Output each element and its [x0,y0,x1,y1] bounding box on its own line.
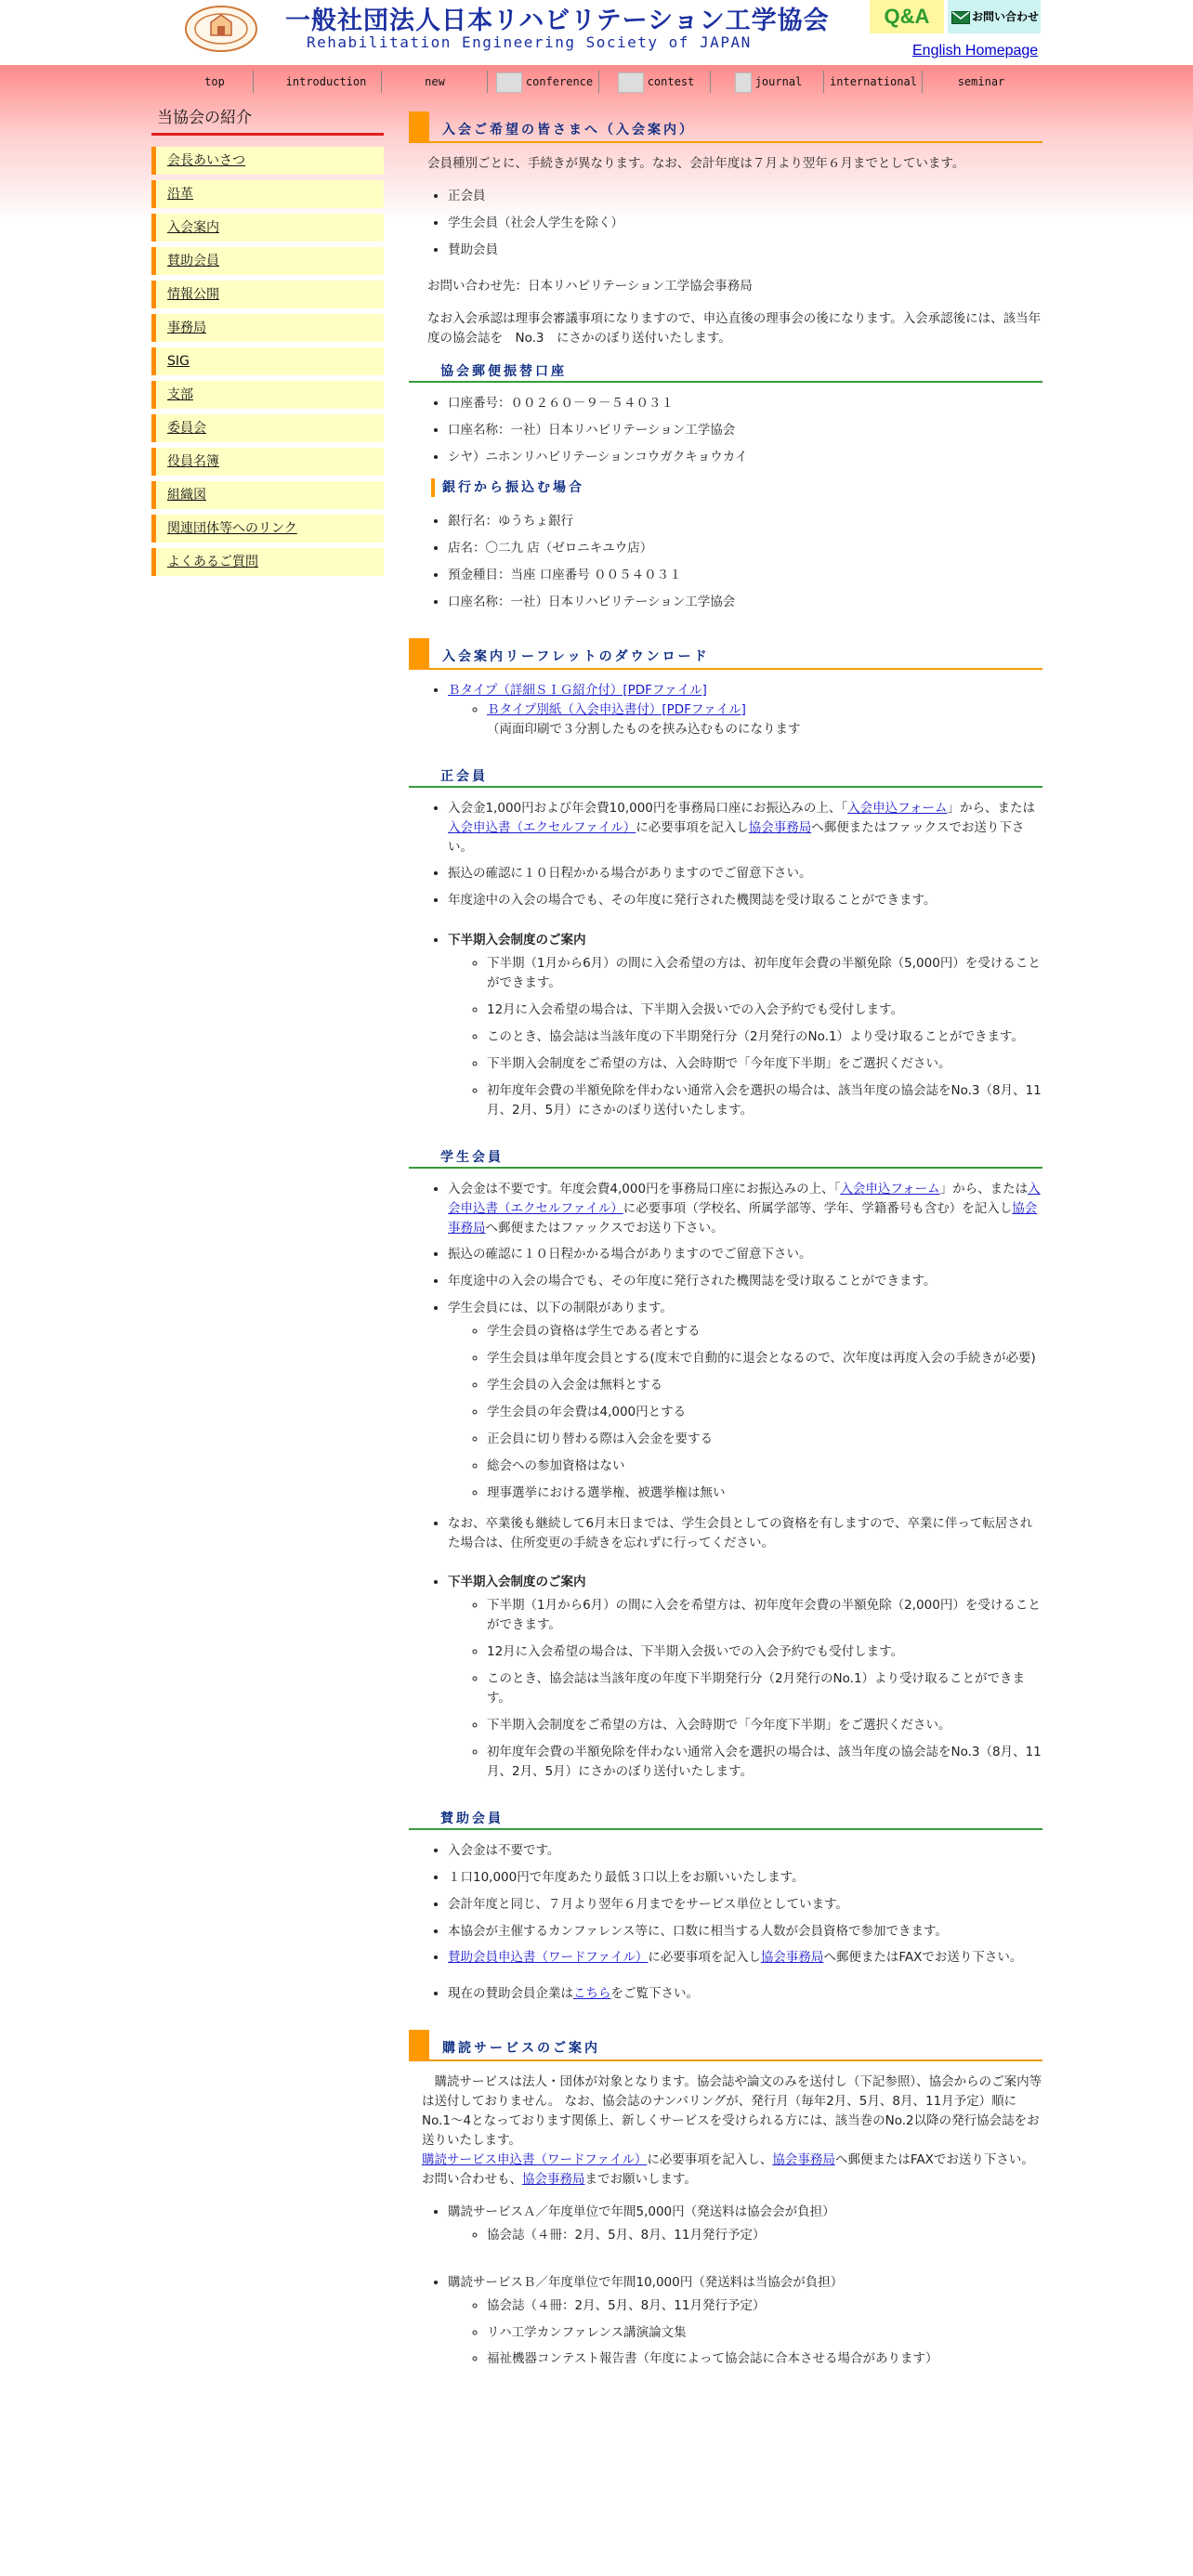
sidebar [151,104,384,582]
sidebar-item-sig[interactable]: SIG [151,347,384,375]
nav-new[interactable]: new [383,71,488,93]
leaflet-b-type-link[interactable]: Ｂタイプ（詳細ＳＩＧ紹介付）[PDFファイル] [448,682,707,698]
supporting-companies-link[interactable]: こちら [573,1986,611,2002]
list-item: ◦ 協会誌（４冊：2月、5月、8月、11月発行予定） [487,2226,1042,2245]
list-item: ◦ 学生会員の入会金は無料とする [487,1376,1042,1395]
subscription-intro: 購読サービスは法人・団体が対象となります。協会誌や論文のみを送付し（下記参照）、協会からのご案内等は送付しておりません。 なお、協会誌のナンバリングが、発行月（毎年2月、5月、8月、11月予定）順にNo.1～4となっております関係上、新しくサービスを受けられる方には、該当巻のNo.2以降の発行協会誌をお送りいたします。 [422,2074,1042,2149]
list-item: • 口座名称：一社）日本リハビリテーション工学協会 [448,421,1042,440]
list-item [448,681,1042,739]
membership-intro: 会員種別ごとに、手続きが異なります。なお、会計年度は７月より翌年６月までとしています。 [427,156,965,171]
list-item: • 振込の確認に１０日程かかる場合がありますのでご留意下さい。 [448,864,1042,883]
nav-introduction[interactable]: introduction [271,71,382,93]
member-type-list [409,187,1042,260]
bank-account-list [409,512,1042,612]
list-item: • 学生会員には、以下の制限があります。 ◦ 学生会員の資格は学生である者とする ◦ 学生会員は単年度会員とする(度末で自動的に退会となるので、次年度は再度入会の手続きが必要) ◦ 学生会員の入会金は無料とする ◦ 学生会員の年会費は4,000円とする ◦ 正会員に切り替わる際は入会金を要する ◦ 総会への参加資格はない ◦ 理事選挙における選挙権、被選挙権は無い [448,1299,1042,1502]
section-title: 入会案内リーフレットのダウンロード [442,648,710,664]
top-navigation [0,65,1193,93]
student-half-year-list [409,1573,1042,1781]
list-item: • 賛助会員 [448,241,1042,260]
supporting-companies-list [409,1984,1042,2004]
list-item [448,1573,1042,1781]
sidebar-item-faq[interactable]: よくあるご質問 [151,548,384,576]
regular-member-list [409,799,1042,911]
office-link[interactable]: 協会事務局 [772,2152,835,2167]
conference-thumbnail-icon [496,72,522,93]
half-year-heading: 下半期入会制度のご案内 [448,1575,586,1590]
bank-transfer-heading: 銀行から振込む場合 [431,478,1042,497]
list-item: • 口座番号：００２６０－９－５４０３１ [448,394,1042,413]
sidebar-item-committee[interactable]: 委員会 [151,414,384,442]
list-item: ◦ 正会員に切り替わる際は入会金を要する [487,1430,1042,1449]
list-item: • 購読サービスＢ／年度単位で年間10,000円（発送料は当協会が負担） ◦ 協会誌（４冊：2月、5月、8月、11月発行予定） ◦ リハ工学カンファレンス講演論文集 ◦ 福祉機器コンテスト報告書（年度によって協会誌に合本させる場合があります） [448,2273,1042,2370]
society-logo-icon[interactable] [183,4,259,54]
subscription-a-list [409,2203,1042,2245]
subscription-application: 購読サービス申込書（ワードファイル）に必要事項を記入し、協会事務局へ郵便またはFAXでお送り下さい。お問い合わせも、協会事務局までお願いします。 [422,2152,1034,2187]
list-item: ◦ 総会への参加資格はない [487,1457,1042,1476]
section-header-leaflet [409,638,1042,670]
leaflet-list [409,681,1042,739]
sidebar-item-greeting[interactable]: 会長あいさつ [151,147,384,175]
list-item: • 口座名称：一社）日本リハビリテーション工学協会 [448,593,1042,612]
office-link[interactable]: 協会事務局 [748,819,812,835]
section-marker [409,111,429,143]
site-title-en[interactable]: Rehabilitation Engineering Society of JAPAN [307,33,752,51]
nav-seminar[interactable]: seminar [957,75,1005,88]
list-item: ◦ このとき、協会誌は当該年度の下半期発行分（2月発行のNo.1）より受け取ることができます。 [487,1027,1042,1047]
nav-conference-label: conference [525,75,594,88]
list-item: ◦ 学生会員は単年度会員とする(度末で自動的に退会となるので、次年度は再度入会の手続きが必要) [487,1349,1042,1368]
application-form-link[interactable]: 入会申込フォーム [840,1181,940,1196]
site-title-jp[interactable]: 一般社団法人日本リハビリテーション工学協会 [285,7,830,35]
list-item: ◦ 理事選挙における選挙権、被選挙権は無い [487,1484,1042,1503]
section-title: 正会員 [440,768,488,784]
supporting-member-list [409,1841,1042,1968]
list-item: • 正会員 [448,187,1042,206]
subscription-form-link[interactable]: 購読サービス申込書（ワードファイル） [422,2152,648,2167]
list-item: ◦ 初年度年会費の半額免除を伴わない通常入会を選択の場合は、該当年度の協会誌をNo.3（8月、11月、2月、5月）にさかのぼり送付いたします。 [487,1081,1042,1120]
subscription-b-list [409,2273,1042,2370]
list-item: ◦ 福祉機器コンテスト報告書（年度によって協会誌に合本させる場合があります） [487,2349,1042,2369]
list-item: • 入会金は不要です。年度会費4,000円を事務局口座にお振込みの上、「入会申込フォーム」から、または入会申込書（エクセルファイル）に必要事項（学校名、所属学部等、学年、学籍番号も含む）を記入し協会事務局へ郵便またはファックスでお送り下さい。 [448,1180,1042,1238]
section-marker [409,638,429,670]
sidebar-heading: 当協会の紹介 [151,104,384,136]
list-item: • 会計年度と同じ、７月より翌年６月までをサービス単位としています。 [448,1895,1042,1915]
list-item: • 入会金は不要です。 [448,1841,1042,1861]
list-item: ◦ 下半期入会制度をご希望の方は、入会時期で「今年度下半期」をご選択ください。 [487,1716,1042,1735]
list-item: • 年度途中の入会の場合でも、その年度に発行された機関誌を受け取ることができます。 [448,1272,1042,1291]
section-marker [409,2030,429,2061]
regular-half-year-list [409,931,1042,1119]
section-header-student [409,1146,1042,1169]
list-item: ◦ 学生会員の年会費は4,000円とする [487,1403,1042,1422]
section-title: 購読サービスのご案内 [442,2041,600,2057]
list-item: • 店名：〇二九 店（ゼロニキユウ店） [448,539,1042,558]
mail-icon [951,11,970,24]
section-title: 学生会員 [440,1149,504,1165]
supporting-form-link[interactable]: 賛助会員申込書（ワードファイル） [448,1950,649,1966]
contact-label: お問い合わせ [972,10,1040,23]
list-item: • シヤ）ニホンリハビリテーションコウガクキョウカイ [448,448,1042,467]
inquiry-text: お問い合わせ先：日本リハビリテーション工学協会事務局 [427,278,753,294]
list-item: ◦ 学生会員の資格は学生である者とする [487,1322,1042,1341]
student-member-list [409,1180,1042,1553]
qa-button[interactable]: Q&A [870,0,944,33]
nav-conference[interactable] [491,71,599,93]
sidebar-item-membership[interactable]: 入会案内 [151,214,384,242]
list-item: ◦ 12月に入会希望の場合は、下半期入会扱いでの入会予約でも受付します。 [487,1000,1042,1020]
application-excel-link[interactable]: 入会申込書（エクセルファイル） [448,819,636,835]
list-item: • 振込の確認に１０日程かかる場合がありますのでご留意下さい。 [448,1245,1042,1264]
list-item: • 賛助会員申込書（ワードファイル）に必要事項を記入し協会事務局へ郵便またはFAXでお送り下さい。 [448,1948,1042,1968]
sidebar-item-history[interactable]: 沿革 [151,180,384,208]
section-header-membership [409,111,1042,143]
section-title: 賛助会員 [440,1811,504,1826]
contest-thumbnail-icon [618,72,644,93]
list-item: • １口10,000円で年度あたり最低３口以上をお願いいたします。 [448,1868,1042,1888]
list-item: ◦ 協会誌（４冊：2月、5月、8月、11月発行予定） [487,2296,1042,2316]
nav-contest[interactable] [602,71,711,93]
list-item: ◦ リハ工学カンファレンス講演論文集 [487,2323,1042,2343]
office-link[interactable]: 協会事務局 [760,1950,824,1966]
leaflet-b-type-sheet-link[interactable]: Ｂタイプ別紙（入会申込書付）[PDFファイル] [487,701,746,717]
sidebar-item-branch[interactable]: 支部 [151,381,384,409]
section-title: 協会郵便振替口座 [440,364,567,380]
list-item: • 学生会員（社会人学生を除く） [448,214,1042,233]
list-item: • 現在の賛助会員企業はこちらをご覧下さい。 [448,1984,1042,2004]
nav-journal[interactable] [714,71,824,93]
sidebar-item-supporting[interactable]: 賛助会員 [151,247,384,275]
office-link[interactable]: 協会事務局 [522,2171,585,2187]
list-item: • 預金種目：当座 口座番号 ００５４０３１ [448,566,1042,585]
approval-text: なお入会承認は理事会審議事項になりますので、申込直後の理事会の後になります。入会承認後には、該当年度の協会誌を No.3 にさかのぼり送付いたします。 [427,310,1042,346]
list-item: • 入会金1,000円および年会費10,000円を事務局口座にお振込みの上、「入会申込フォーム」から、または入会申込書（エクセルファイル）に必要事項を記入し協会事務局へ郵便またはファックスでお送り下さい。 [448,799,1042,857]
list-item [487,700,1042,739]
section-header-postal [409,360,1042,383]
list-item: ◦ 下半期（1月から6月）の間に入会を希望方は、初年度年会費の半額免除（2,000円）を受けることができます。 [487,1596,1042,1635]
half-year-heading: 下半期入会制度のご案内 [448,933,586,948]
section-header-supporting [409,1808,1042,1830]
english-homepage-link[interactable]: English Homepage [912,43,1039,59]
list-item: • 本協会が主催するカンファレンス等に、口数に相当する人数が会員資格で参加できます。 [448,1922,1042,1942]
nav-contest-label: contest [647,75,695,88]
section-header-subscription [409,2030,1042,2061]
list-item: ◦ 初年度年会費の半額免除を伴わない通常入会を選択の場合は、該当年度の協会誌をNo.3（8月、11月、2月、5月）にさかのぼり送付いたします。 [487,1743,1042,1782]
section-header-regular [409,765,1042,788]
postal-account-list [409,394,1042,467]
sidebar-item-links[interactable]: 関連団体等へのリンク [151,515,384,543]
list-item: ◦ このとき、協会誌は当該年度の年度下半期発行分（2月発行のNo.1）より受け取ることができます。 [487,1669,1042,1708]
list-item: • 銀行名：ゆうちょ銀行 [448,512,1042,531]
contact-button[interactable] [948,0,1041,33]
journal-thumbnail-icon [735,72,752,93]
application-excel-link[interactable]: 入会申込書（エクセルファイル） [448,1181,1041,1216]
list-item: • なお、卒業後も継続して6月末日までは、学生会員としての資格を有しますので、卒業に伴って転居された場合は、住所変更の手続きを忘れずに行ってください。 [448,1514,1042,1553]
list-item: ◦ 12月に入会希望の場合は、下半期入会扱いでの入会予約でも受付します。 [487,1642,1042,1662]
site-header [0,0,1193,65]
nav-journal-label: journal [754,75,803,88]
sidebar-item-office[interactable]: 事務局 [151,314,384,342]
list-item: ◦ 下半期入会制度をご希望の方は、入会時期で「今年度下半期」をご選択ください。 [487,1054,1042,1074]
nav-top[interactable]: top [177,71,254,93]
list-item: • 購読サービスＡ／年度単位で年間5,000円（発送料は協会会が負担） ◦ 協会誌（４冊：2月、5月、8月、11月発行予定） [448,2203,1042,2245]
sidebar-item-organization[interactable]: 組織図 [151,481,384,509]
section-title: 入会ご希望の皆さまへ（入会案内） [442,123,695,137]
list-item: • 年度途中の入会の場合でも、その年度に発行された機関誌を受け取ることができます。 [448,891,1042,910]
main-content [409,111,1042,2378]
leaflet-note: （両面印刷で３分割したものを挟み込むものになります [487,721,801,737]
sidebar-item-disclosure[interactable]: 情報公開 [151,281,384,308]
list-item: ◦ 下半期（1月から6月）の間に入会希望の方は、初年度年会費の半額免除（5,000円）を受けることができます。 [487,954,1042,993]
nav-international[interactable]: international [825,71,923,93]
office-link[interactable]: 協会事務局 [448,1200,1038,1236]
application-form-link[interactable]: 入会申込フォーム [847,800,948,816]
list-item [448,931,1042,1119]
sidebar-item-officers[interactable]: 役員名簿 [151,448,384,476]
